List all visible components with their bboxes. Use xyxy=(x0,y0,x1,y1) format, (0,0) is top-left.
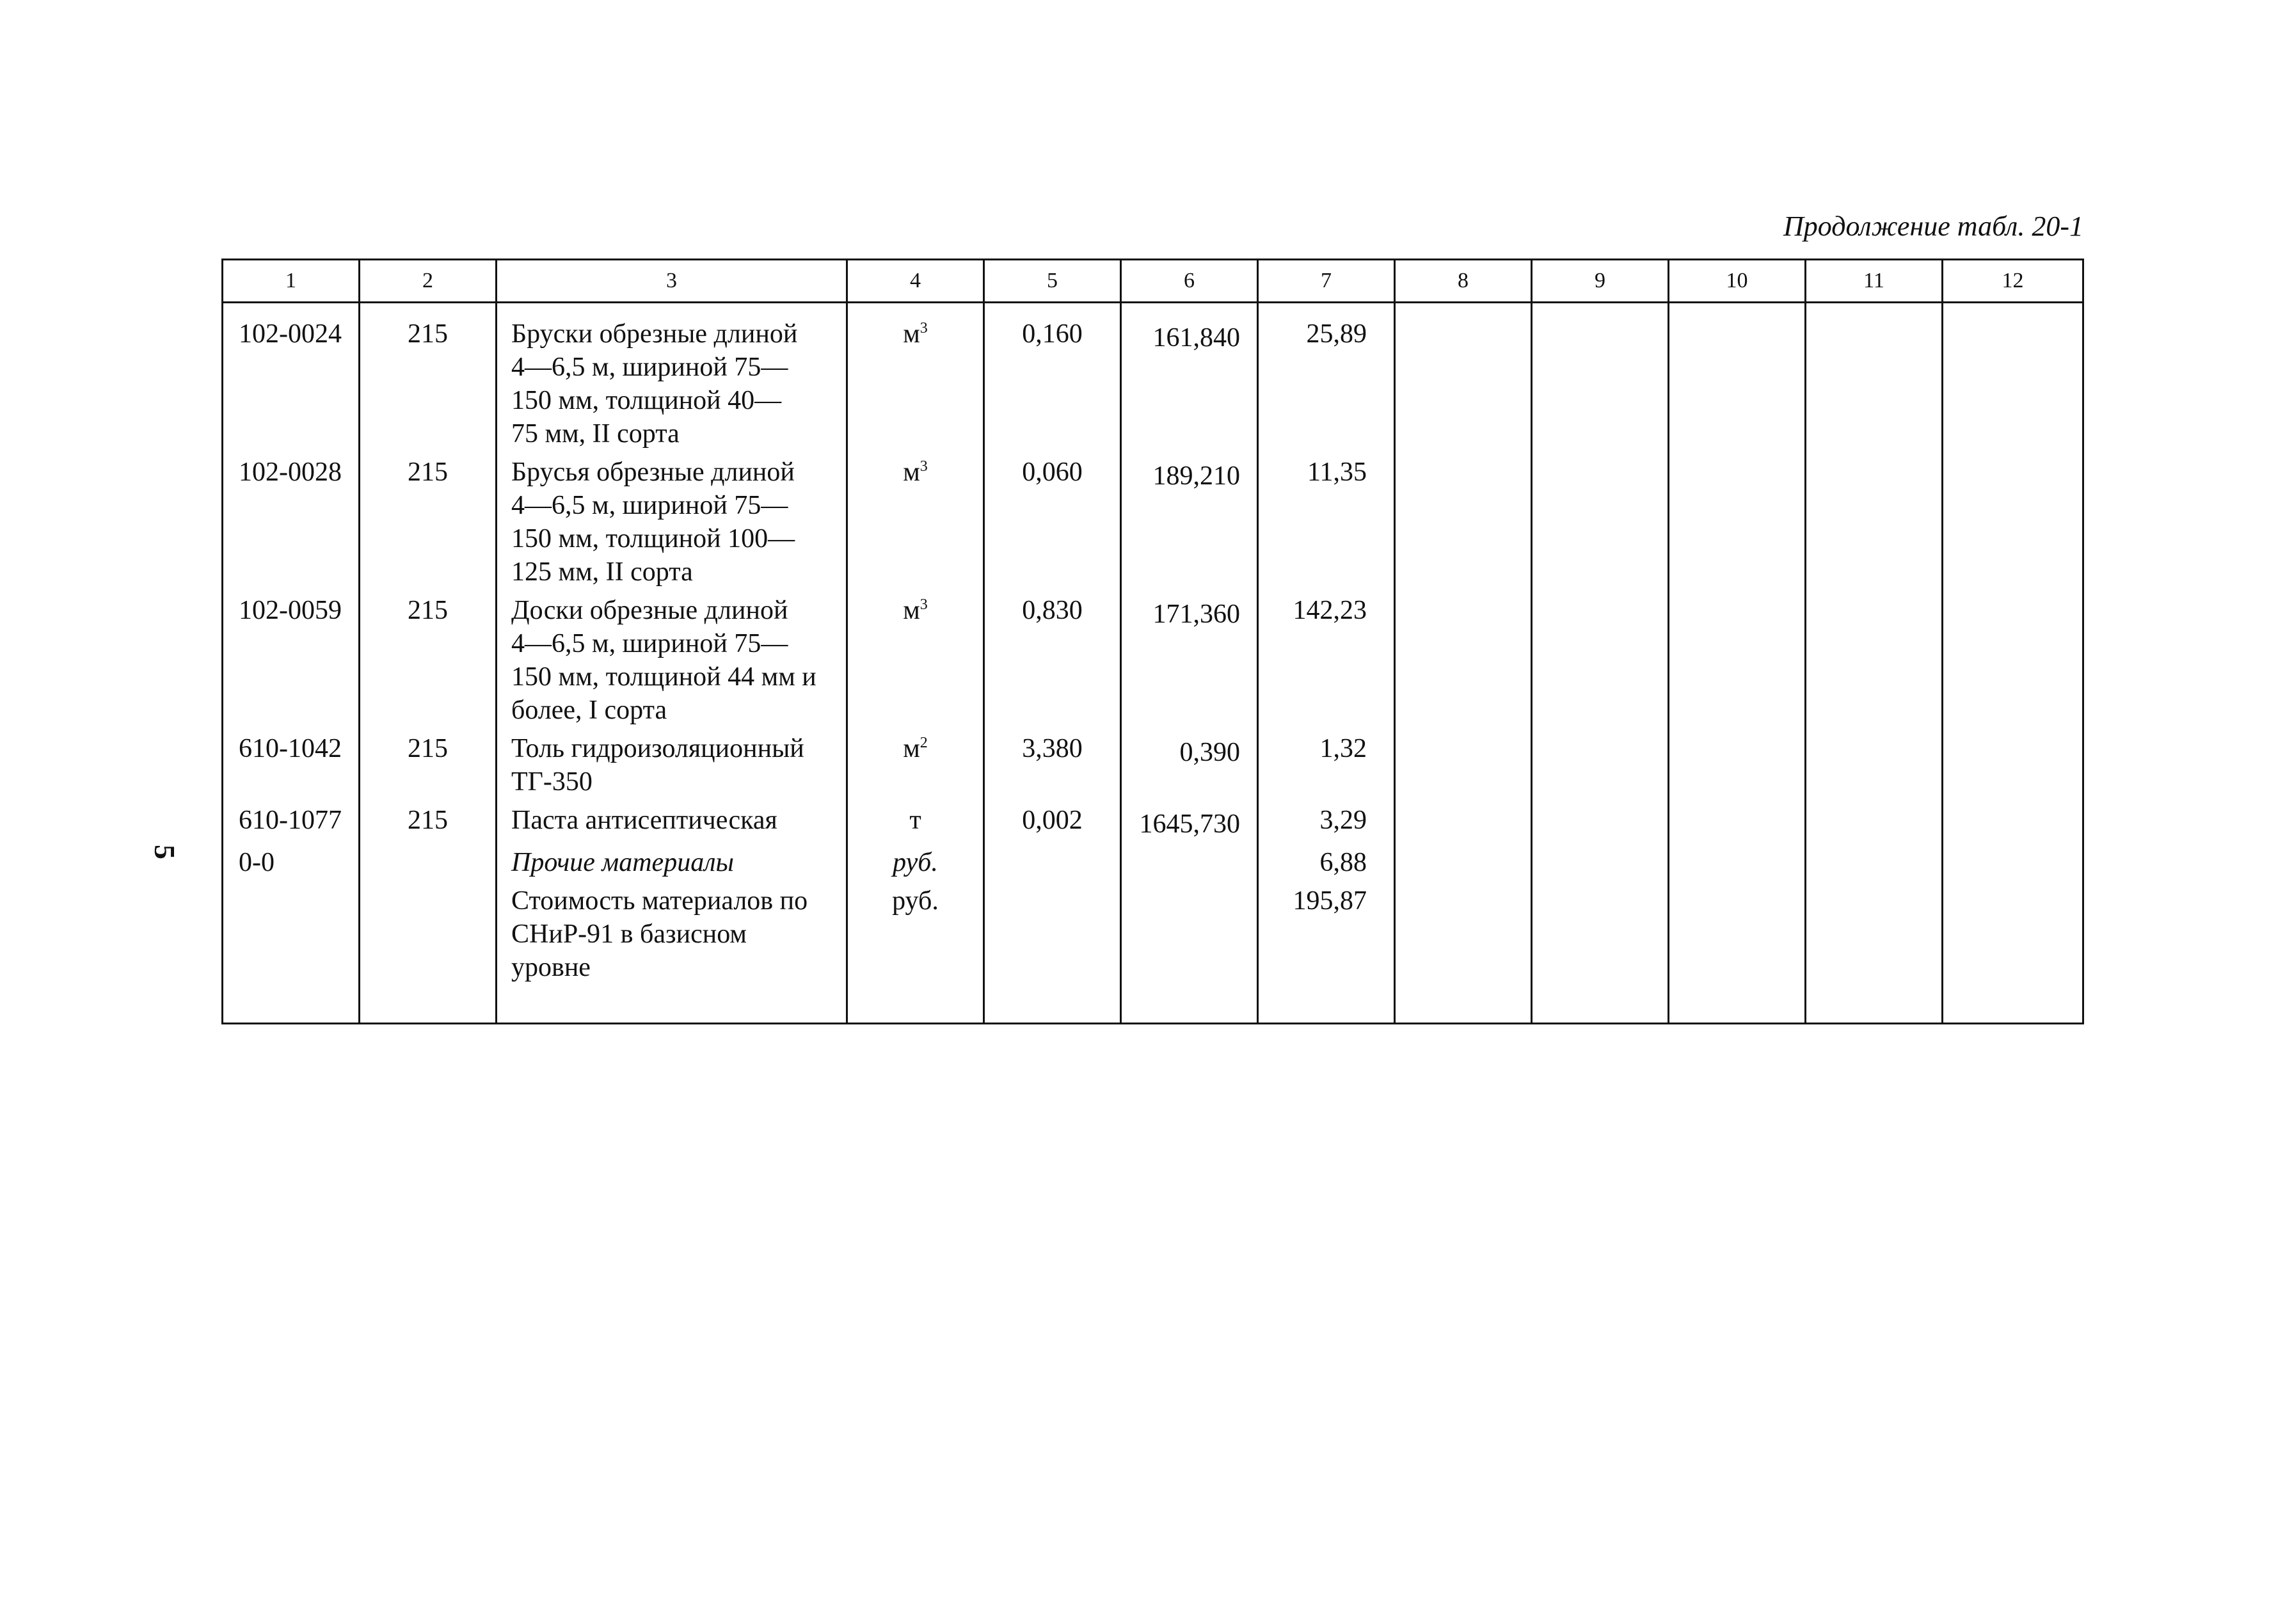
cell-empty xyxy=(1806,594,1943,727)
spacer-cell xyxy=(1258,799,1395,804)
table-row xyxy=(223,884,2083,1024)
cell-quantity: 0,060 xyxy=(984,456,1121,589)
cell-group: 215 xyxy=(360,594,497,727)
cell-empty xyxy=(1669,303,1806,451)
cell-empty xyxy=(1532,594,1669,727)
column-header: 11 xyxy=(1806,260,1943,303)
cell-empty xyxy=(1943,732,2083,799)
spacer-cell xyxy=(984,799,1121,804)
spacer-cell xyxy=(1669,727,1806,732)
spacer-cell xyxy=(847,799,984,804)
cell-name xyxy=(497,804,847,841)
spacer-cell xyxy=(847,589,984,594)
column-header: 1 xyxy=(223,260,360,303)
cell-empty xyxy=(1806,804,1943,841)
cell-price xyxy=(1121,456,1258,589)
spacer-cell xyxy=(1258,450,1395,456)
cell-code: 102-0024 xyxy=(223,303,360,451)
table-row xyxy=(223,846,2083,879)
cell-name xyxy=(497,303,847,451)
cell-code: 610-1077 xyxy=(223,804,360,841)
cell-empty xyxy=(1532,303,1669,451)
spacer-cell xyxy=(1532,799,1669,804)
row-spacer xyxy=(223,799,2083,804)
table-header-row xyxy=(223,260,2083,303)
cell-empty xyxy=(1669,804,1806,841)
cell-name-line: 4—6,5 м, шириной 75— xyxy=(511,629,788,658)
spacer-cell xyxy=(1806,589,1943,594)
cell-empty xyxy=(1395,804,1532,841)
cell-name-line: 4—6,5 м, шириной 75— xyxy=(511,353,788,382)
cell-empty xyxy=(1669,594,1806,727)
spacer-cell xyxy=(497,450,847,456)
unit-power: 3 xyxy=(920,320,928,337)
spacer-cell xyxy=(1943,799,2083,804)
unit-text: руб. xyxy=(892,886,939,916)
page-number: 5 xyxy=(148,845,181,859)
cell-quantity xyxy=(984,846,1121,879)
cell-name xyxy=(497,884,847,1024)
spacer-cell xyxy=(984,450,1121,456)
spacer-cell xyxy=(1395,879,1532,884)
spacer-cell xyxy=(1943,879,2083,884)
cell-name-line: Прочие материалы xyxy=(511,848,734,877)
spacer-cell xyxy=(1943,841,2083,846)
cell-price xyxy=(1121,303,1258,451)
spacer-cell xyxy=(1395,799,1532,804)
price-value: 161,840 xyxy=(1152,323,1240,353)
spacer-cell xyxy=(1121,589,1258,594)
column-header: 7 xyxy=(1258,260,1395,303)
spacer-cell xyxy=(847,879,984,884)
cell-quantity: 3,380 xyxy=(984,732,1121,799)
cell-name-line: 150 мм, толщиной 44 мм и xyxy=(511,662,816,692)
spacer-cell xyxy=(223,727,360,732)
unit-text: м xyxy=(903,319,920,349)
spacer-cell xyxy=(1121,841,1258,846)
cell-empty xyxy=(1669,732,1806,799)
cell-group: 215 xyxy=(360,456,497,589)
cell-empty xyxy=(1943,846,2083,879)
row-spacer xyxy=(223,450,2083,456)
cell-empty xyxy=(1532,456,1669,589)
cell-empty xyxy=(1532,804,1669,841)
cell-name xyxy=(497,846,847,879)
spacer-cell xyxy=(223,589,360,594)
cell-code: 610-1042 xyxy=(223,732,360,799)
column-header: 12 xyxy=(1943,260,2083,303)
cell-name-line: 125 мм, II сорта xyxy=(511,557,693,587)
cell-total: 3,29 xyxy=(1258,804,1395,841)
column-header: 4 xyxy=(847,260,984,303)
spacer-cell xyxy=(1532,727,1669,732)
spacer-cell xyxy=(1806,879,1943,884)
cell-quantity xyxy=(984,884,1121,1024)
row-spacer xyxy=(223,589,2083,594)
cell-empty xyxy=(1943,594,2083,727)
cell-code xyxy=(223,884,360,1024)
spacer-cell xyxy=(1943,450,2083,456)
cell-group: 215 xyxy=(360,732,497,799)
unit-text: м xyxy=(903,734,920,763)
spacer-cell xyxy=(1532,879,1669,884)
cell-total: 11,35 xyxy=(1258,456,1395,589)
table-row xyxy=(223,303,2083,451)
cell-empty xyxy=(1669,884,1806,1024)
column-header: 3 xyxy=(497,260,847,303)
spacer-cell xyxy=(1806,841,1943,846)
spacer-cell xyxy=(1669,879,1806,884)
spacer-cell xyxy=(1806,727,1943,732)
cell-empty xyxy=(1395,846,1532,879)
cell-price xyxy=(1121,804,1258,841)
spacer-cell xyxy=(1121,450,1258,456)
spacer-cell xyxy=(1258,841,1395,846)
table-row xyxy=(223,804,2083,841)
cell-quantity: 0,160 xyxy=(984,303,1121,451)
spacer-cell xyxy=(223,450,360,456)
cell-empty xyxy=(1532,846,1669,879)
materials-table xyxy=(221,259,2084,1024)
unit-power: 3 xyxy=(920,458,928,475)
spacer-cell xyxy=(1669,450,1806,456)
cell-empty xyxy=(1806,884,1943,1024)
cell-empty xyxy=(1806,732,1943,799)
cell-name-line: 4—6,5 м, шириной 75— xyxy=(511,491,788,520)
spacer-cell xyxy=(360,589,497,594)
cell-unit xyxy=(847,732,984,799)
unit-text: м xyxy=(903,596,920,625)
cell-empty xyxy=(1395,456,1532,589)
cell-quantity: 0,002 xyxy=(984,804,1121,841)
cell-group xyxy=(360,884,497,1024)
price-value: 1645,730 xyxy=(1139,809,1240,839)
unit-text: м xyxy=(903,458,920,487)
cell-unit xyxy=(847,804,984,841)
cell-empty xyxy=(1395,732,1532,799)
cell-quantity: 0,830 xyxy=(984,594,1121,727)
spacer-cell xyxy=(984,727,1121,732)
row-spacer xyxy=(223,841,2083,846)
table-row xyxy=(223,594,2083,727)
spacer-cell xyxy=(223,841,360,846)
cell-name-line: ТГ-350 xyxy=(511,767,593,797)
cell-total: 142,23 xyxy=(1258,594,1395,727)
cell-code: 102-0028 xyxy=(223,456,360,589)
column-header: 6 xyxy=(1121,260,1258,303)
cell-group: 215 xyxy=(360,804,497,841)
cell-name-line: 75 мм, II сорта xyxy=(511,419,680,449)
spacer-cell xyxy=(1532,589,1669,594)
cell-name-line: 150 мм, толщиной 40— xyxy=(511,386,782,415)
cell-empty xyxy=(1943,884,2083,1024)
cell-total: 6,88 xyxy=(1258,846,1395,879)
cell-name xyxy=(497,732,847,799)
cell-empty xyxy=(1669,846,1806,879)
cell-empty xyxy=(1806,303,1943,451)
column-header: 2 xyxy=(360,260,497,303)
spacer-cell xyxy=(1806,799,1943,804)
spacer-cell xyxy=(1395,589,1532,594)
cell-unit xyxy=(847,594,984,727)
spacer-cell xyxy=(1258,879,1395,884)
spacer-cell xyxy=(497,589,847,594)
cell-code: 102-0059 xyxy=(223,594,360,727)
spacer-cell xyxy=(1121,879,1258,884)
cell-price xyxy=(1121,884,1258,1024)
cell-group xyxy=(360,846,497,879)
cell-name-line: 150 мм, толщиной 100— xyxy=(511,524,795,553)
cell-unit xyxy=(847,303,984,451)
table-caption: Продолжение табл. 20-1 xyxy=(1783,211,2083,242)
price-value: 0,390 xyxy=(1179,738,1240,767)
cell-unit xyxy=(847,846,984,879)
cell-price xyxy=(1121,846,1258,879)
spacer-cell xyxy=(497,727,847,732)
cell-empty xyxy=(1943,804,2083,841)
spacer-cell xyxy=(847,727,984,732)
cell-name-line: Стоимость материалов по xyxy=(511,886,808,916)
spacer-cell xyxy=(360,879,497,884)
spacer-cell xyxy=(223,799,360,804)
unit-text: т xyxy=(909,806,921,835)
cell-code: 0-0 xyxy=(223,846,360,879)
price-value: 171,360 xyxy=(1152,600,1240,629)
spacer-cell xyxy=(1258,727,1395,732)
cell-name-line: Бруски обрезные длиной xyxy=(511,319,798,349)
spacer-cell xyxy=(360,799,497,804)
cell-price xyxy=(1121,594,1258,727)
cell-name-line: Паста антисептическая xyxy=(511,806,777,835)
cell-name-line: Толь гидроизоляционный xyxy=(511,734,804,763)
spacer-cell xyxy=(1121,799,1258,804)
spacer-cell xyxy=(847,450,984,456)
row-spacer xyxy=(223,727,2083,732)
column-header: 9 xyxy=(1532,260,1669,303)
cell-name-line: уровне xyxy=(511,953,591,982)
spacer-cell xyxy=(1395,727,1532,732)
cell-empty xyxy=(1532,884,1669,1024)
spacer-cell xyxy=(497,799,847,804)
cell-empty xyxy=(1395,303,1532,451)
spacer-cell xyxy=(1258,589,1395,594)
column-header: 10 xyxy=(1669,260,1806,303)
cell-name-line: Брусья обрезные длиной xyxy=(511,458,795,487)
spacer-cell xyxy=(984,879,1121,884)
cell-total: 1,32 xyxy=(1258,732,1395,799)
cell-empty xyxy=(1395,884,1532,1024)
spacer-cell xyxy=(1943,589,2083,594)
spacer-cell xyxy=(1669,841,1806,846)
spacer-cell xyxy=(1532,450,1669,456)
spacer-cell xyxy=(984,589,1121,594)
cell-unit xyxy=(847,456,984,589)
unit-text: руб. xyxy=(893,848,938,877)
spacer-cell xyxy=(984,841,1121,846)
spacer-cell xyxy=(1395,450,1532,456)
spacer-cell xyxy=(360,727,497,732)
column-header: 8 xyxy=(1395,260,1532,303)
spacer-cell xyxy=(497,841,847,846)
cell-price xyxy=(1121,732,1258,799)
cell-name-line: СНиР-91 в базисном xyxy=(511,919,747,949)
spacer-cell xyxy=(1669,589,1806,594)
spacer-cell xyxy=(1395,841,1532,846)
cell-empty xyxy=(1943,303,2083,451)
column-header: 5 xyxy=(984,260,1121,303)
cell-empty xyxy=(1943,456,2083,589)
spacer-cell xyxy=(497,879,847,884)
table-row xyxy=(223,732,2083,799)
row-spacer xyxy=(223,879,2083,884)
unit-power: 3 xyxy=(920,596,928,613)
cell-empty xyxy=(1806,456,1943,589)
cell-total: 195,87 xyxy=(1258,884,1395,1024)
spacer-cell xyxy=(360,841,497,846)
table-row xyxy=(223,456,2083,589)
spacer-cell xyxy=(1806,450,1943,456)
spacer-cell xyxy=(1669,799,1806,804)
cell-name xyxy=(497,456,847,589)
spacer-cell xyxy=(847,841,984,846)
cell-empty xyxy=(1532,732,1669,799)
spacer-cell xyxy=(360,450,497,456)
spacer-cell xyxy=(223,879,360,884)
cell-empty xyxy=(1669,456,1806,589)
cell-name-line: Доски обрезные длиной xyxy=(511,596,788,625)
cell-empty xyxy=(1806,846,1943,879)
cell-name xyxy=(497,594,847,727)
cell-empty xyxy=(1395,594,1532,727)
cell-name-line: более, I сорта xyxy=(511,696,667,725)
cell-group: 215 xyxy=(360,303,497,451)
spacer-cell xyxy=(1532,841,1669,846)
cell-total: 25,89 xyxy=(1258,303,1395,451)
cell-unit xyxy=(847,884,984,1024)
spacer-cell xyxy=(1943,727,2083,732)
unit-power: 2 xyxy=(920,735,928,751)
spacer-cell xyxy=(1121,727,1258,732)
price-value: 189,210 xyxy=(1152,461,1240,491)
